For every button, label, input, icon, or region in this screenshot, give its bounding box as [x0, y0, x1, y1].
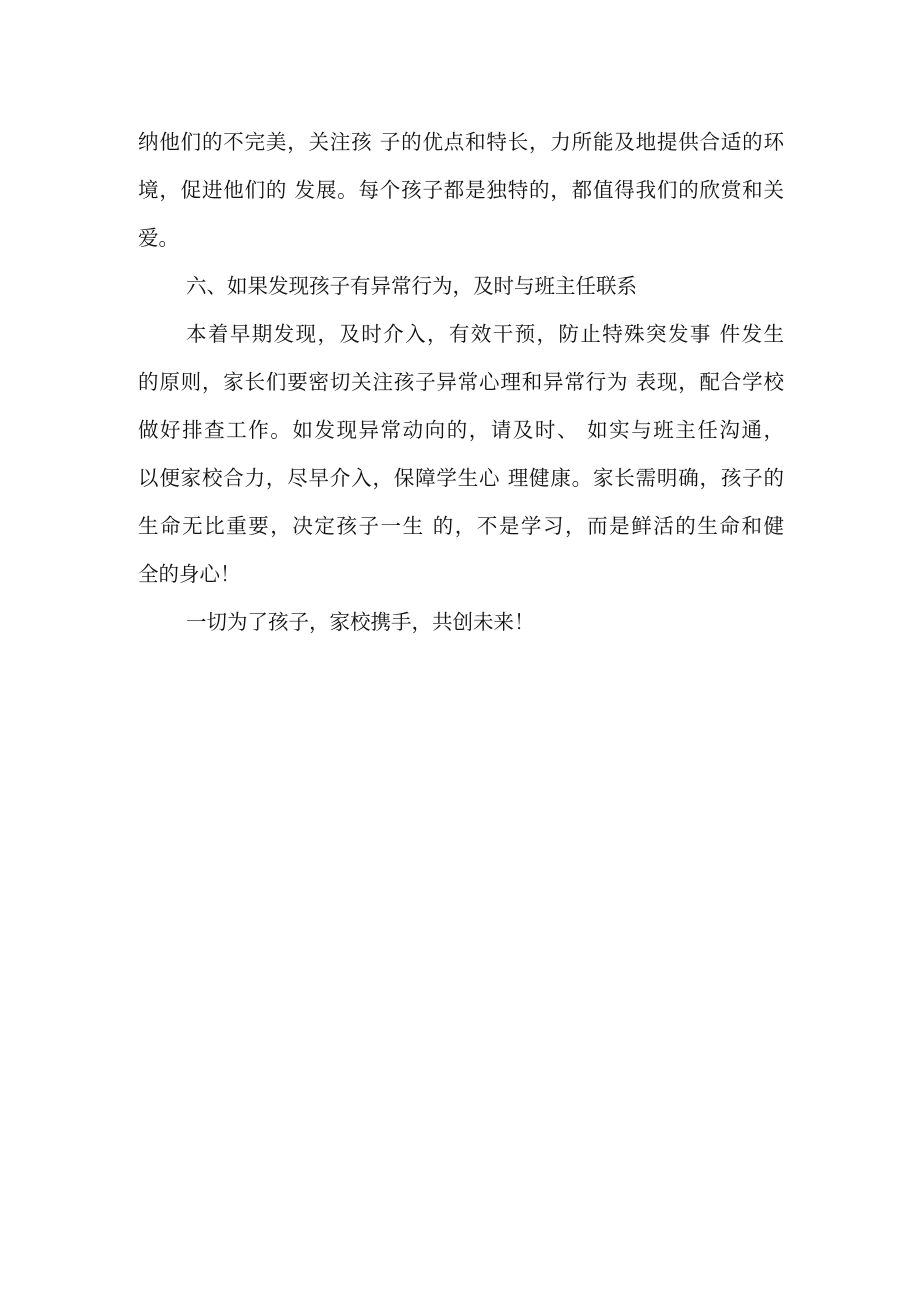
paragraph-line: 纳他们的不完美，关注孩 子的优点和特长，力所能及地提供合适的环	[138, 130, 784, 154]
section-heading-6: 六、如果发现孩子有异常行为，及时与班主任联系	[186, 274, 637, 298]
closing-line: 一切为了孩子，家校携手，共创未来！	[186, 610, 535, 634]
paragraph-line: 境，促进他们的 发展。每个孩子都是独特的，都值得我们的欣赏和关	[138, 178, 784, 202]
document-body	[138, 118, 784, 646]
paragraph-line: 的原则，家长们要密切关注孩子异常心理和异常行为 表现，配合学校	[138, 370, 784, 394]
paragraph-line: 全的身心！	[138, 562, 241, 586]
paragraph-line: 本着早期发现，及时介入，有效干预，防止特殊突发事 件发生	[186, 322, 784, 346]
paragraph-line: 做好排查工作。如发现异常动向的，请及时、 如实与班主任沟通，	[138, 418, 784, 442]
paragraph-line: 生命无比重要，决定孩子一生 的，不是学习，而是鲜活的生命和健	[138, 514, 784, 538]
paragraph-line: 爱。	[138, 226, 179, 250]
paragraph-line: 以便家校合力，尽早介入，保障学生心 理健康。家长需明确，孩子的	[138, 466, 784, 490]
